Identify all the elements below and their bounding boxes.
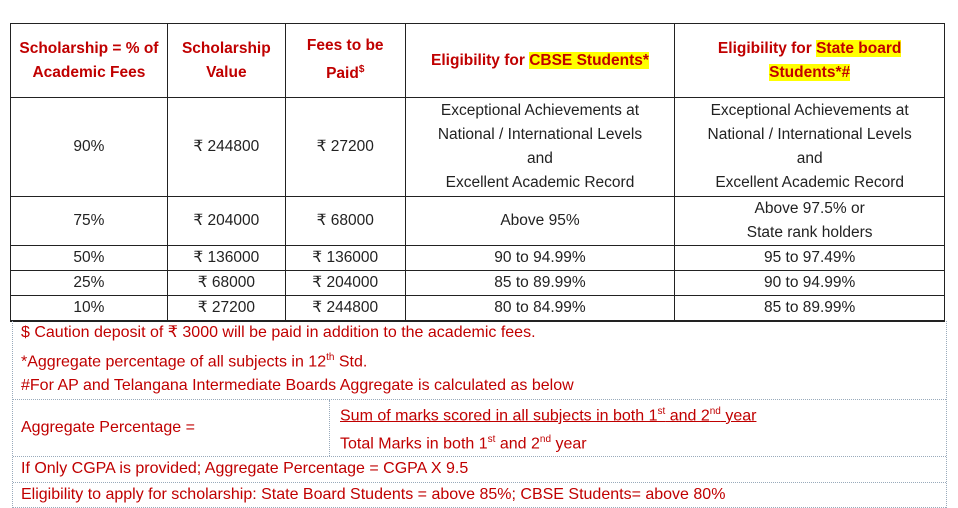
cell-state	[675, 197, 945, 246]
cell-line: Exceptional Achievements at	[710, 102, 909, 119]
cell-line: Exceptional Achievements at	[440, 102, 640, 119]
cell-pct: 25%	[11, 271, 168, 296]
cell-pct: 90%	[11, 98, 168, 197]
cell-line: Above 95%	[500, 212, 580, 229]
cell-state	[675, 246, 945, 271]
table-row	[11, 271, 945, 296]
cell-value: ₹ 244800	[167, 98, 285, 197]
formula-label: Aggregate Percentage =	[13, 400, 330, 457]
cell-cbse	[405, 296, 675, 322]
cell-line: Excellent Academic Record	[715, 174, 904, 191]
cell-line: and	[796, 150, 823, 167]
cell-pct: 75%	[11, 197, 168, 246]
cell-cbse	[405, 197, 675, 246]
cell-value: ₹ 204000	[167, 197, 285, 246]
header-fees: Fees to be Paid$	[285, 24, 405, 98]
cell-pct: 50%	[11, 246, 168, 271]
cell-line: 85 to 89.99%	[763, 299, 856, 316]
cell-cbse	[405, 271, 675, 296]
scholarship-table	[10, 23, 945, 322]
cell-fees: ₹ 68000	[285, 197, 405, 246]
note-aggregate: *Aggregate percentage of all subjects in 12th Std.	[21, 351, 368, 370]
cell-pct: 10%	[11, 296, 168, 322]
cell-fees: ₹ 136000	[285, 246, 405, 271]
notes-box	[12, 321, 947, 508]
note-ap-telangana: #For AP and Telangana Intermediate Boards Aggregate is calculated as below	[13, 374, 946, 400]
formula-denominator: Total Marks in both 1st and 2nd year	[340, 434, 587, 453]
cell-line: 90 to 94.99%	[763, 274, 856, 291]
cell-line: National / International Levels	[437, 126, 643, 143]
cell-state	[675, 296, 945, 322]
header-row	[11, 24, 945, 98]
cell-line: and	[527, 150, 553, 167]
cell-line: 85 to 89.99%	[494, 274, 586, 291]
cell-value: ₹ 136000	[167, 246, 285, 271]
cell-fees: ₹ 244800	[285, 296, 405, 322]
formula-numerator: Sum of marks scored in all subjects in both 1st and 2nd year	[340, 405, 757, 425]
header-cbse: Eligibility for CBSE Students*	[405, 24, 675, 98]
cell-line: Above 97.5% or	[754, 200, 865, 217]
note-eligibility: Eligibility to apply for scholarship: State Board Students = above 85%; CBSE Students= above 80%	[13, 483, 946, 508]
cell-line: State rank holders	[746, 224, 873, 241]
cell-value: ₹ 27200	[167, 296, 285, 322]
cell-line: National / International Levels	[707, 126, 912, 143]
aggregate-formula	[13, 400, 946, 458]
cell-cbse	[405, 98, 675, 197]
header-state: Eligibility for State board Students*#	[675, 24, 945, 98]
cell-fees: ₹ 204000	[285, 271, 405, 296]
note-cgpa: If Only CGPA is provided; Aggregate Percentage = CGPA X 9.5	[13, 457, 946, 483]
note-caution: $ Caution deposit of ₹ 3000 will be paid in addition to the academic fees.	[21, 324, 536, 341]
table-row	[11, 246, 945, 271]
table-row	[11, 197, 945, 246]
cell-fees: ₹ 27200	[285, 98, 405, 197]
header-value: Scholarship Value	[167, 24, 285, 98]
cell-state	[675, 98, 945, 197]
cell-state	[675, 271, 945, 296]
header-pct: Scholarship = % of Academic Fees	[11, 24, 168, 98]
cell-value: ₹ 68000	[167, 271, 285, 296]
cell-cbse	[405, 246, 675, 271]
table-row	[11, 98, 945, 197]
cell-line: 80 to 84.99%	[494, 299, 586, 316]
table-row	[11, 296, 945, 322]
cell-line: Excellent Academic Record	[445, 174, 635, 191]
cell-line: 95 to 97.49%	[763, 249, 856, 266]
cell-line: 90 to 94.99%	[494, 249, 586, 266]
